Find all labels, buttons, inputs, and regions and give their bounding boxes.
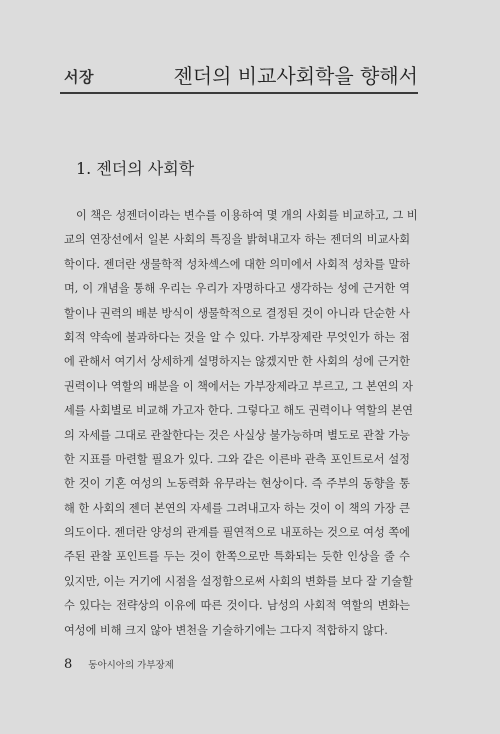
running-book-title: 동아시아의 가부장제: [88, 660, 174, 671]
page-footer: [64, 657, 174, 672]
body-line: 수 있다는 전략상의 이유에 따른 것이다. 남성의 사회적 역할의 변화는: [64, 599, 410, 613]
body-line: 교의 연장선에서 일본 사회의 특징을 밝혀내고자 하는 젠더의 비교사회: [64, 233, 410, 247]
body-text: [64, 204, 418, 643]
body-line: 에 관해서 여기서 상세하게 설명하지는 않겠지만 한 사회의 성에 근거한: [64, 355, 410, 369]
chapter-label: 서장: [64, 68, 94, 86]
body-line: 의도이다. 젠더란 양성의 관계를 필연적으로 내포하는 것으로 여성 쪽에: [64, 526, 410, 540]
chapter-title: 젠더의 비교사회학을 향해서: [173, 64, 418, 88]
body-line: 의 자세를 그대로 관찰한다는 것은 사실상 불가능하며 별도로 관찰 가능: [64, 428, 410, 442]
body-line: 회적 약속에 불과하다는 것을 알 수 있다. 가부장제란 무엇인가 하는 점: [64, 330, 410, 344]
body-line: 한 지표를 마련할 필요가 있다. 그와 같은 이른바 관측 포인트로서 설정: [64, 452, 410, 466]
body-line: 한 것이 기혼 여성의 노동력화 유무라는 현상이다. 즉 주부의 동향을 통: [64, 477, 410, 491]
section-heading: 1. 젠더의 사회학: [76, 159, 195, 178]
body-line: 주된 관찰 포인트를 두는 것이 한쪽으로만 특화되는 듯한 인상을 줄 수: [64, 550, 410, 564]
body-line: 이 책은 성젠더이라는 변수를 이용하여 몇 개의 사회를 비교하고, 그 비: [76, 209, 418, 222]
body-line: 여성에 비해 크지 않아 변천을 기술하기에는 그다지 적합하지 않다.: [64, 623, 388, 637]
body-line: 있지만, 이는 거기에 시점을 설정함으로써 사회의 변화를 보다 잘 기술할: [64, 574, 413, 588]
body-line: 학이다. 젠더란 생물학적 성차섹스에 대한 의미에서 사회적 성차를 말하: [64, 257, 410, 271]
header-divider: [60, 92, 418, 94]
body-line: 세를 사회별로 비교해 가고자 한다. 그렇다고 해도 권력이나 역할의 본연: [64, 404, 413, 418]
body-line: 며, 이 개념을 통해 우리는 우리가 자명하다고 생각하는 성에 근거한 역: [64, 282, 410, 296]
page-number: 8: [64, 657, 73, 672]
body-line: 권력이나 역할의 배분을 이 책에서는 가부장제라고 부르고, 그 본연의 자: [64, 379, 413, 393]
body-line: 할이나 권력의 배분 방식이 생물학적으로 결정된 것이 아니라 단순한 사: [64, 306, 410, 320]
body-line: 해 한 사회의 젠더 본연의 자세를 그려내고자 하는 것이 이 책의 가장 큰: [64, 501, 410, 515]
